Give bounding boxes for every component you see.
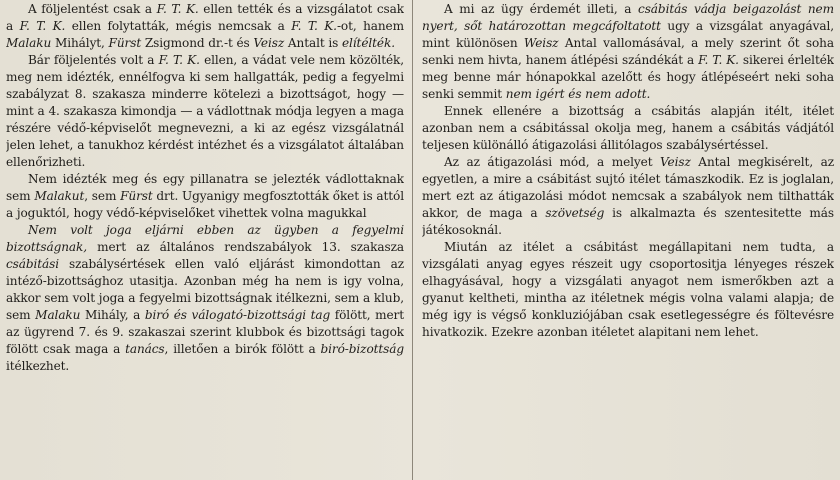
- text-run: Zsigmond dr.-t és: [141, 36, 254, 50]
- left-paragraph-2: [6, 52, 404, 171]
- text-run: A mi az ügy érdemét illeti, a: [444, 2, 639, 16]
- text-run: itélkezhet.: [6, 359, 70, 373]
- text-run: sikerei érlelték meg benne már hónapokkal azelőtt és hogy átlépéseért neki soha senki semmit: [422, 53, 834, 101]
- italic-text-run: Fürst: [108, 36, 142, 50]
- left-paragraph-1: [6, 1, 404, 52]
- text-run: ellen tették és a vizsgálatot csak a: [6, 2, 404, 33]
- italic-text-run: Fürst: [120, 189, 153, 203]
- italic-text-run: F. T. K.: [291, 19, 337, 33]
- text-run: ugy a vizsgálat anyagával, mint különösen: [422, 19, 834, 50]
- text-run: fölött, mert az ügyrend 7. és 9. szakaszai szerint klubbok és bizottsági tagok fölött csak maga a: [6, 308, 404, 356]
- text-run: Antal megkisérelt, az egyetlen, a mire a csábitást sujtó itélet támaszkodik. Ez is joglalan, mert ezt az átigazolási módot nemcsak a szabályok nem tilthatták akkor, de maga a: [422, 155, 834, 220]
- text-run: Ennek ellenére a bizottság a csábitás alapján itélt, itélet azonban nem a csábitással okolja meg, hanem a csábitás vádjától teljesen különálló átigazolási állitólagos szabálysértéssel.: [422, 104, 834, 152]
- italic-text-run: elítélték.: [341, 36, 395, 50]
- italic-text-run: biró és válogató-bizottsági tag: [144, 308, 331, 322]
- right-text-column: [422, 1, 834, 480]
- italic-text-run: szövetség: [545, 206, 605, 220]
- left-paragraph-4: [6, 222, 404, 375]
- text-run: Az az átigazolási mód, a melyet: [444, 155, 661, 169]
- text-run: , sem: [84, 189, 121, 203]
- text-run: -ot, hanem: [336, 19, 404, 33]
- italic-text-run: Veisz: [660, 155, 691, 169]
- italic-text-run: Malakut: [34, 189, 85, 203]
- italic-text-run: csábitás vádja beigazolást nem nyert, sőt határozottan megcáfoltatott: [422, 2, 834, 33]
- italic-text-run: F. T. K.: [698, 53, 739, 67]
- text-run: Antalt is: [284, 36, 342, 50]
- italic-text-run: biró-bizottság: [320, 342, 404, 356]
- right-paragraph-4: [422, 239, 834, 341]
- text-run: drt. Ugyanigy megfosztották őket is attól a joguktól, hogy védő-képviselőket vihettek volna magukkal: [6, 189, 404, 220]
- right-paragraph-1: [422, 1, 834, 103]
- text-run: Mihály, a: [80, 308, 145, 322]
- text-run: mert az általános rendszabályok 13. szakasza: [87, 240, 404, 254]
- right-paragraph-2: [422, 103, 834, 154]
- italic-text-run: tanács: [125, 342, 165, 356]
- italic-text-run: Weisz: [523, 36, 559, 50]
- text-run: ellen folytatták, mégis nemcsak a: [65, 19, 292, 33]
- text-run: ellen, a vádat vele nem közölték, meg nem idézték, ennélfogva ki sem hallgatták, pedig a fegyelmi szabályzat 8. szakasza minderre kötelezi a bizottságot, hogy — mint a 4. szakasza kimondja — a vádlottnak módja legyen a maga részére védő-képviselőt megnevezni, a ki az egész vizsgálatnál jelen lehet, a tanukhoz kérdést intézhet és a vizsgálatot általában ellenőrizheti.: [6, 53, 404, 169]
- text-run: A följelentést csak a: [28, 2, 157, 16]
- italic-text-run: nem igért és nem adott.: [505, 87, 651, 101]
- column-divider: [412, 0, 413, 480]
- text-run: is alkalmazta és szentesitette más játékosoknál.: [422, 206, 834, 237]
- italic-text-run: Veisz: [253, 36, 285, 50]
- text-run: szabálysértések ellen való eljárást kimondottan az intéző-bizottsághoz utasitja. Azonban még ha nem is igy volna, akkor sem volt joga a fegyelmi bizottságnak itélkezni, sem a klub, sem: [6, 257, 404, 322]
- italic-text-run: F. T. K.: [19, 19, 66, 33]
- right-paragraph-3: [422, 154, 834, 239]
- italic-text-run: F. T. K.: [156, 2, 199, 16]
- italic-text-run: csábitási: [6, 257, 60, 271]
- text-run: Antal vallomásával, a mely szerint őt soha senki nem hivta, hanem átlépési szándékát a: [422, 36, 834, 67]
- italic-text-run: Malaku: [35, 308, 81, 322]
- left-paragraph-3: [6, 171, 404, 222]
- text-run: Bár följelentés volt a: [28, 53, 159, 67]
- italic-text-run: Nem volt joga eljárni ebben az ügyben a fegyelmi bizottságnak,: [6, 223, 404, 254]
- italic-text-run: F. T. K.: [158, 53, 200, 67]
- text-run: Miután az itélet a csábitást megállapitani nem tudta, a vizsgálati anyag egyes részeit ugy csoportositja lényeges részek elhagyásával, hogy a vizsgálati anyagot nem ismerőkben azt a gyanut keltheti, mintha az itéletnek mégis volna valami alapja; de még igy is végső konkluziójában csak esetlegességre és föltevésre hivatkozik. Ezekre azonban itéletet alapitani nem lehet.: [422, 240, 834, 339]
- left-text-column: [6, 1, 404, 480]
- text-run: Nem idézték meg és egy pillanatra se jelezték vádlottaknak sem: [6, 172, 404, 203]
- italic-text-run: Malaku: [6, 36, 52, 50]
- text-run: , illetően a birók fölött a: [164, 342, 321, 356]
- text-run: Mihályt,: [51, 36, 109, 50]
